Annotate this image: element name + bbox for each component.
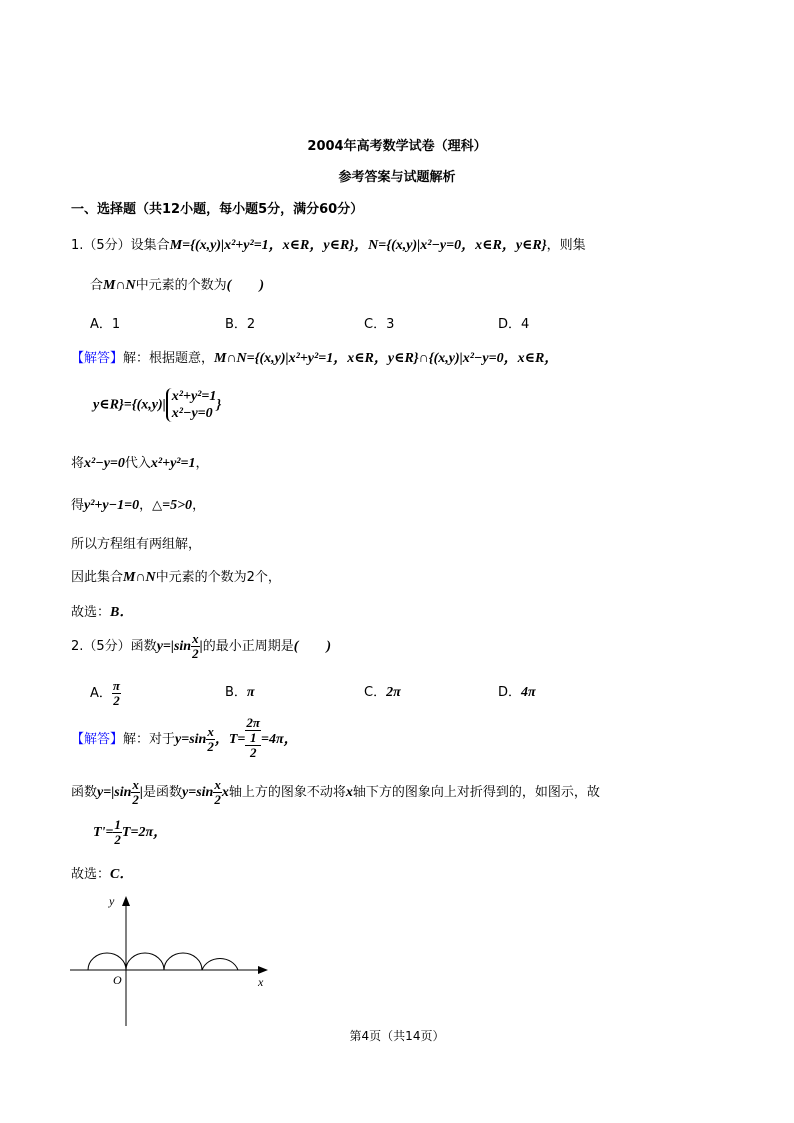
q2-answer-line1 — [71, 716, 298, 760]
num: x — [214, 777, 221, 792]
fraction — [131, 778, 140, 807]
q1-step3: 所以方程组有两组解， — [71, 537, 202, 552]
value: 4π — [521, 685, 536, 700]
math: C． — [110, 867, 134, 882]
q1-answer-line1 — [71, 347, 558, 367]
num: 2π — [246, 715, 260, 730]
math: ，T= — [214, 732, 246, 747]
den: 2 — [192, 646, 199, 661]
text: 中元素的个数为2个， — [155, 570, 281, 585]
math: T'= — [93, 825, 114, 840]
system-eq-2: x²−y=0 — [171, 406, 213, 421]
system-eq-1: x²+y²=1 — [171, 389, 217, 404]
math: y=|sin — [97, 785, 132, 800]
label: C． — [364, 685, 387, 700]
math: x²−y=0 — [84, 456, 125, 471]
math: y=sin — [175, 732, 207, 747]
text: 的最小正周期是 — [202, 639, 294, 654]
label: B． — [225, 685, 247, 700]
q1-stem-line2 — [90, 274, 264, 294]
text: 是函数 — [143, 785, 183, 800]
q1-ans-text: 解：根据题意， — [123, 351, 215, 366]
text: 因此集合 — [71, 570, 124, 585]
page-footer: 第4页（共14页） — [349, 1029, 445, 1043]
answer-tag: 【解答】 — [71, 732, 124, 747]
math: T=2π， — [121, 825, 168, 840]
math: x — [221, 785, 229, 800]
den: 2 — [114, 832, 121, 847]
math: y²+y−1=0 — [84, 498, 140, 513]
text: ，△ — [139, 498, 163, 513]
q1-step2 — [71, 494, 205, 514]
math: M∩N — [123, 570, 156, 585]
q2-paren: ( ) — [293, 639, 332, 654]
q1-l2-suffix: 中元素的个数为 — [135, 278, 227, 293]
q1-option-c: C．3 — [364, 317, 395, 332]
text: 2.（5分）函数 — [71, 639, 157, 654]
fraction — [206, 725, 215, 754]
q1-stem — [71, 234, 586, 254]
label: D． — [498, 685, 522, 700]
num: x — [132, 777, 139, 792]
abs-sine-graph — [70, 890, 280, 1030]
fraction — [213, 778, 222, 807]
den: 2 — [249, 745, 257, 760]
system-close: } — [216, 397, 222, 413]
q1-option-b: B．2 — [225, 317, 256, 332]
math: y=|sin — [156, 639, 192, 654]
math: x²+y²=1 — [150, 456, 196, 471]
num: π — [112, 678, 121, 693]
q1-ans-math2: y∈R}={(x,y)| — [93, 397, 166, 413]
q1-step1 — [71, 452, 209, 472]
q1-ans-math: M∩N={(x,y)|x²+y²=1，x∈R，y∈R}∩{(x,y)|x²−y=0，x∈R， — [214, 351, 559, 366]
text: 函数 — [71, 785, 98, 800]
q1-option-a: A．1 — [90, 317, 121, 332]
q2-option-a — [90, 679, 121, 708]
q1-option-d: D．4 — [498, 317, 530, 332]
y-axis-arrow-icon — [122, 896, 130, 906]
q2-result — [93, 818, 167, 847]
origin-label: O — [113, 973, 122, 987]
text: 代入 — [124, 456, 151, 471]
fraction — [113, 818, 122, 847]
math: | — [139, 785, 144, 800]
q1-prefix: 1.（5分）设集合 — [71, 238, 170, 253]
q2-option-d — [498, 681, 536, 701]
num: 1 — [245, 731, 261, 746]
q1-answer-line2 — [93, 388, 221, 422]
q2-choose — [71, 863, 133, 883]
curve — [88, 953, 238, 970]
den: 2 — [132, 792, 139, 807]
q1-paren: ( ) — [226, 278, 264, 293]
q1-math: M={(x,y)|x²+y²=1，x∈R，y∈R}，N={(x,y)|x²−y=0，x∈R，y∈R} — [169, 238, 547, 253]
math: x — [345, 785, 353, 800]
den: 2 — [214, 792, 221, 807]
label: A． — [90, 686, 112, 701]
den: 2 — [207, 739, 214, 754]
q1-choose — [71, 601, 133, 621]
q1-step4 — [71, 566, 281, 586]
math: y=sin — [182, 785, 214, 800]
text: 得 — [71, 498, 85, 513]
q2-options — [0, 673, 794, 709]
num: x — [207, 724, 214, 739]
text: ， — [195, 456, 209, 471]
num: x — [192, 631, 199, 646]
answer-tag: 【解答】 — [71, 351, 124, 366]
q2-explain — [71, 778, 600, 807]
math: =4π， — [261, 732, 298, 747]
q2-stem — [71, 632, 331, 661]
q2-option-b — [225, 681, 255, 701]
den: 2 — [113, 693, 120, 708]
text: 轴下方的图象向上对折得到的，如图示，故 — [352, 785, 600, 800]
math: B． — [110, 605, 134, 620]
x-axis-arrow-icon — [258, 966, 268, 974]
doc-subtitle: 参考答案与试题解析 — [338, 170, 456, 185]
section-heading: 一、选择题（共12小题，每小题5分，满分60分） — [71, 202, 364, 217]
math: =5>0 — [162, 498, 193, 513]
q1-l2-math: M∩N — [103, 278, 136, 293]
text: ， — [192, 498, 206, 513]
value: 2π — [386, 685, 401, 700]
y-label: y — [109, 894, 115, 908]
text: 解：对于 — [123, 732, 176, 747]
text: 将 — [71, 456, 85, 471]
fraction — [112, 679, 121, 708]
q1-l2-prefix: 合 — [90, 278, 104, 293]
q1-suffix: ，则集 — [546, 238, 586, 253]
text: 轴上方的图象不动将 — [228, 785, 346, 800]
q2-option-c — [364, 681, 401, 701]
text: 故选： — [71, 867, 111, 882]
fraction — [191, 632, 200, 661]
doc-title: 2004年高考数学试卷（理科） — [307, 139, 487, 154]
text: 故选： — [71, 605, 111, 620]
equation-system — [166, 388, 217, 422]
fraction — [245, 716, 261, 760]
x-label: x — [258, 975, 264, 989]
value: π — [246, 685, 255, 700]
math: | — [199, 639, 203, 654]
num: 1 — [114, 817, 121, 832]
sub-fraction — [245, 731, 261, 760]
